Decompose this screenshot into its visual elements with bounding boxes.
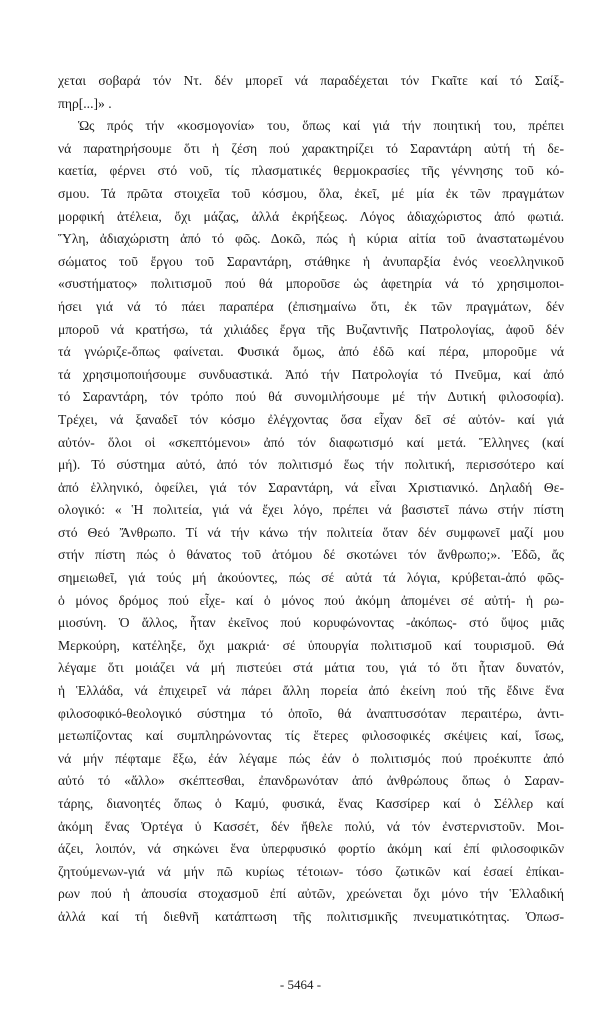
text-line: Ὕλη, ἀδιαχώριστη ἀπό τό φῶς. Δοκῶ, πώς ἡ κύρια αἰτία τοῦ ἀναστατωμένου (58, 231, 564, 247)
text-line: μορφική ἀτέλεια, ὄχι μάζας, ἀλλά ἐκρήξεως. Λόγος ἀδιαχώριστος ἀπό φωτιά. (58, 208, 564, 224)
text-line: στό Θεό Ἄνθρωπο. Τί νά τήν κάνω τήν πολιτεία ὅταν δέν συμφωνεῖ μαζί μου (58, 524, 564, 540)
text-line: «συστήματος» πολιτισμοῦ πού θά μποροῦσε ὡς ἀφετηρία νά τό χρησιμοποι- (58, 276, 564, 292)
text-line: ήσει γιά νά τό πάει παραπέρα (ἐπισημαίνω ὅτι, ἐκ τῶν πραγμάτων, δέν (58, 298, 564, 314)
text-line: αὐτό τό «ἄλλο» σκέπτεσθαι, ἐπανδρωνόταν ἀπό ἀνθρώπους ὅπως ὁ Σαραν- (58, 773, 564, 789)
text-line: μετωπίζοντας καί συμπληρώνοντας τίς ἕτερες φιλοσοφικές σκέψεις καί, ἴσως, (58, 728, 564, 744)
text-line: μή). Τό σύστημα αὐτό, ἀπό τόν πολιτισμό ἕως τήν πολιτική, περισσότερο καί (58, 457, 564, 473)
text-line: τό Σαραντάρη, τόν τρόπο πού θά συνομιλήσουμε μέ τήν Δυτική φιλοσοφία). (58, 389, 564, 405)
text-line: σημειωθεῖ, γιά τούς μή ἀκούοντες, πώς σέ αὐτά τά λόγια, κρύβεται-ἀπό φῶς- (58, 570, 564, 586)
text-line: Μερκούρη, κατέληξε, ὄχι μακριά· σέ ὑπουργία πολιτισμοῦ καί τουρισμοῦ. Θά (58, 637, 564, 653)
text-line: καετία, φέρνει στό νοῦ, τίς πλασματικές θερμοκρασίες τῆς γέννησης τοῦ κό- (58, 163, 564, 179)
text-line: Τρέχει, νά ξαναδεῖ τόν κόσμο ἐλέγχοντας ὅσα εἶχαν δεῖ σέ αὐτόν- καί γιά (58, 411, 564, 427)
body-text (58, 70, 564, 929)
text-line: νά παρατηρήσουμε ὅτι ἡ ζέση πού χαρακτηρίζει τό Σαραντάρη αὐτή τή δε- (58, 140, 564, 156)
text-line: λέγαμε ὅτι μοιάζει νά μή πιστεύει στά μάτια του, γιά τό ὅτι ἦταν δυνατόν, (58, 660, 564, 676)
text-line: τά γνώριζε-ὅπως φαίνεται. Φυσικά ὅμως, ἀπό ἐδῶ καί πέρα, μποροῦμε νά (58, 344, 564, 360)
text-line: τάρης, διανοητές ὅπως ὁ Καμύ, φυσικά, ἕνας Κασσίρερ καί ὁ Σέλλερ καί (58, 796, 564, 811)
text-line: τά χρησιμοποιήσουμε συνδυαστικά. Ἀπό τήν Πατρολογία τό Πνεῦμα, καί ἀπό (58, 366, 564, 382)
text-line: άζει, λοιπόν, νά σηκώνει ἕνα ὑπερφυσικό φορτίο ἀκόμη καί ἐπί φιλοσοφικῶν (58, 841, 564, 857)
text-line: χεται σοβαρά τόν Ντ. δέν μπορεῖ νά παραδέχεται τόν Γκαῖτε καί τό Σαίξ- (58, 73, 564, 88)
text-line: ολογικό: « Ἡ πολιτεία, γιά νά ἔχει λόγο, πρέπει νά βασιστεῖ πάνω στήν πίστη (58, 502, 564, 518)
text-line: μιοσύνη. Ὁ ἄλλος, ἦταν ἐκεῖνος πού κορυφώνοντας -ἀκόπως- στό ὕψος μιᾶς (58, 615, 564, 631)
text-line: σμου. Τά πρῶτα στοιχεῖα τοῦ κόσμου, ὅλα, ἐκεῖ, μέ μία ἐκ τῶν πραγμάτων (58, 185, 564, 201)
text-line: Ὡς πρός τήν «κοσμογονία» του, ὅπως καί γιά τήν ποιητική του, πρέπει (78, 118, 564, 134)
text-line: ἀκόμη ἕνας Ὀρτέγα ὑ Κασσέτ, δέν ἤθελε πολύ, νά τόν ἐνστερνιστοῦν. Μοι- (58, 818, 564, 834)
text-line: μποροῦ νά κρατήσω, τά χιλιάδες ἔργα τῆς Βυζαντινῆς Πατρολογίας, ἀφοῦ δέν (58, 321, 564, 337)
text-line: ἀπό ἑλληνικό, ὀφείλει, γιά τόν Σαραντάρη, νά εἶναι Χριστιανικό. Δηλαδή Θε- (58, 479, 564, 495)
text-line: ἡ Ἑλλάδα, νά ἐπιχειρεῖ νά πάρει ἄλλη πορεία ἀπό ἐκείνη πού τῆς ἔδινε ἕνα (58, 683, 564, 699)
text-line: πηρ[...]» . (58, 95, 112, 111)
text-line: ἀλλά καί τή διεθνῆ κατάπτωση τῆς πολιτισμικῆς πνευματικότητας. Ὀπωσ- (58, 908, 564, 924)
text-line: αὐτόν- ὅλοι οἱ «σκεπτόμενοι» ἀπό τόν διαφωτισμό καί μετά. Ἕλληνες (καί (58, 434, 564, 450)
text-line: σώματος τοῦ ἔργου τοῦ Σαραντάρη, στάθηκε ἡ ἀνυπαρξία ἑνός νεοελληνικοῦ (58, 253, 564, 269)
text-line: ὁ μόνος δρόμος πού εἶχε- καί ὁ μόνος πού ἀκόμη ἀπομένει σέ αὐτή- ἡ ρω- (58, 592, 564, 608)
text-line: ζητούμενων-γιά νά μήν πῶ κυρίως τέτοιων- τόσο ζωτικῶν καί ἐσαεί ἐπίκαι- (58, 863, 564, 879)
text-line: νά μήν πέφταμε ἔξω, ἐάν λέγαμε πώς ἐάν ὁ πολιτισμός πού προέκυπτε ἀπό (58, 750, 564, 766)
text-line: ρων πού ἡ ἀπουσία στοχασμοῦ ἐπί αὐτῶν, χρεώνεται ὄχι μόνο τήν Ἑλλαδική (58, 886, 564, 902)
page-number: - 5464 - (279, 977, 322, 992)
text-line: στήν πίστη πώς ὁ θάνατος τοῦ ἀτόμου δέ σκοτώνει τόν ἄνθρωπο;». Ἐδῶ, ἄς (58, 547, 564, 563)
text-line: φιλοσοφικό-θεολογικό σύστημα τό ὁποῖο, θά ἀναπτυσσόταν περαιτέρω, ἀντι- (58, 705, 564, 721)
